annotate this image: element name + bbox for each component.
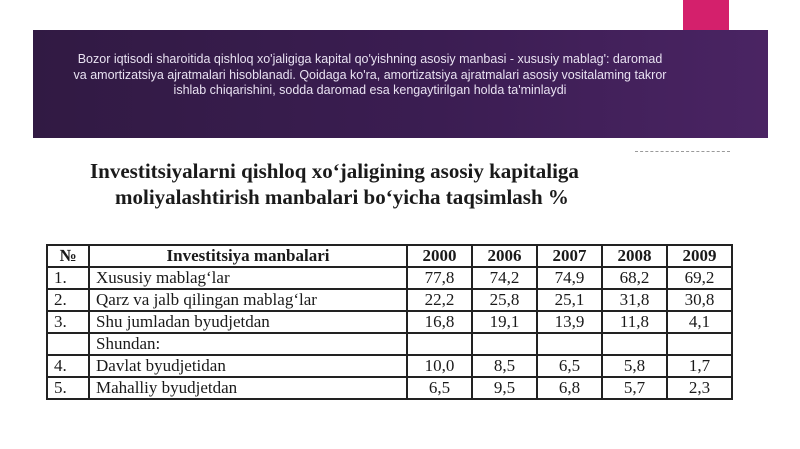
header-source: Investitsiya manbalari — [89, 245, 407, 267]
divider — [635, 151, 730, 152]
header-2006: 2006 — [472, 245, 537, 267]
cell-value: 1,7 — [667, 355, 732, 377]
title-line-2: moliyalashtirish manbalari bo‘yicha taqsimlash % — [115, 185, 569, 209]
cell-value — [667, 333, 732, 355]
row-number: 4. — [47, 355, 89, 377]
cell-value — [407, 333, 472, 355]
header-2007: 2007 — [537, 245, 602, 267]
row-label: Mahalliy byudjetdan — [89, 377, 407, 399]
table-row — [47, 311, 732, 333]
table-header-row — [47, 245, 732, 267]
row-number: 5. — [47, 377, 89, 399]
cell-value: 2,3 — [667, 377, 732, 399]
cell-value: 74,2 — [472, 267, 537, 289]
cell-value: 5,7 — [602, 377, 667, 399]
row-label: Shu jumladan byudjetdan — [89, 311, 407, 333]
header-2009: 2009 — [667, 245, 732, 267]
cell-value — [537, 333, 602, 355]
cell-value: 8,5 — [472, 355, 537, 377]
cell-value: 31,8 — [602, 289, 667, 311]
cell-value: 30,8 — [667, 289, 732, 311]
investment-table — [46, 244, 733, 400]
cell-value: 10,0 — [407, 355, 472, 377]
cell-value: 74,9 — [537, 267, 602, 289]
cell-value: 13,9 — [537, 311, 602, 333]
cell-value: 11,8 — [602, 311, 667, 333]
cell-value: 9,5 — [472, 377, 537, 399]
row-label: Xususiy mablag‘lar — [89, 267, 407, 289]
row-number — [47, 333, 89, 355]
cell-value: 19,1 — [472, 311, 537, 333]
cell-value: 25,8 — [472, 289, 537, 311]
header-2000: 2000 — [407, 245, 472, 267]
cell-value — [472, 333, 537, 355]
cell-value: 68,2 — [602, 267, 667, 289]
table-row — [47, 333, 732, 355]
cell-value: 6,8 — [537, 377, 602, 399]
cell-value: 16,8 — [407, 311, 472, 333]
title-line-1: Investitsiyalarni qishloq xo‘jaligining asosiy kapitaliga — [90, 159, 579, 183]
row-label: Shundan: — [89, 333, 407, 355]
row-label: Davlat byudjetidan — [89, 355, 407, 377]
table-row — [47, 267, 732, 289]
cell-value — [602, 333, 667, 355]
cell-value: 25,1 — [537, 289, 602, 311]
row-number: 3. — [47, 311, 89, 333]
banner-text: Bozor iqtisodi sharoitida qishloq xo'jaligiga kapital qo'yishning asosiy manbasi - xususiy mablag': daromad va amortizatsiya ajratmalari hisoblanadi. Qoidaga ko'ra, amortizatsiya ajratmalari asosiy vositalaming takror ishlab chiqarishini, sodda daromad esa kengaytirilgan holda ta'minlaydi — [73, 52, 667, 97]
slide-title — [90, 158, 690, 210]
cell-value: 77,8 — [407, 267, 472, 289]
cell-value: 22,2 — [407, 289, 472, 311]
table-row — [47, 377, 732, 399]
header-number: № — [47, 245, 89, 267]
cell-value: 5,8 — [602, 355, 667, 377]
table-row — [47, 355, 732, 377]
cell-value: 6,5 — [537, 355, 602, 377]
row-number: 2. — [47, 289, 89, 311]
row-number: 1. — [47, 267, 89, 289]
table-row — [47, 289, 732, 311]
header-2008: 2008 — [602, 245, 667, 267]
cell-value: 6,5 — [407, 377, 472, 399]
cell-value: 69,2 — [667, 267, 732, 289]
row-label: Qarz va jalb qilingan mablag‘lar — [89, 289, 407, 311]
cell-value: 4,1 — [667, 311, 732, 333]
